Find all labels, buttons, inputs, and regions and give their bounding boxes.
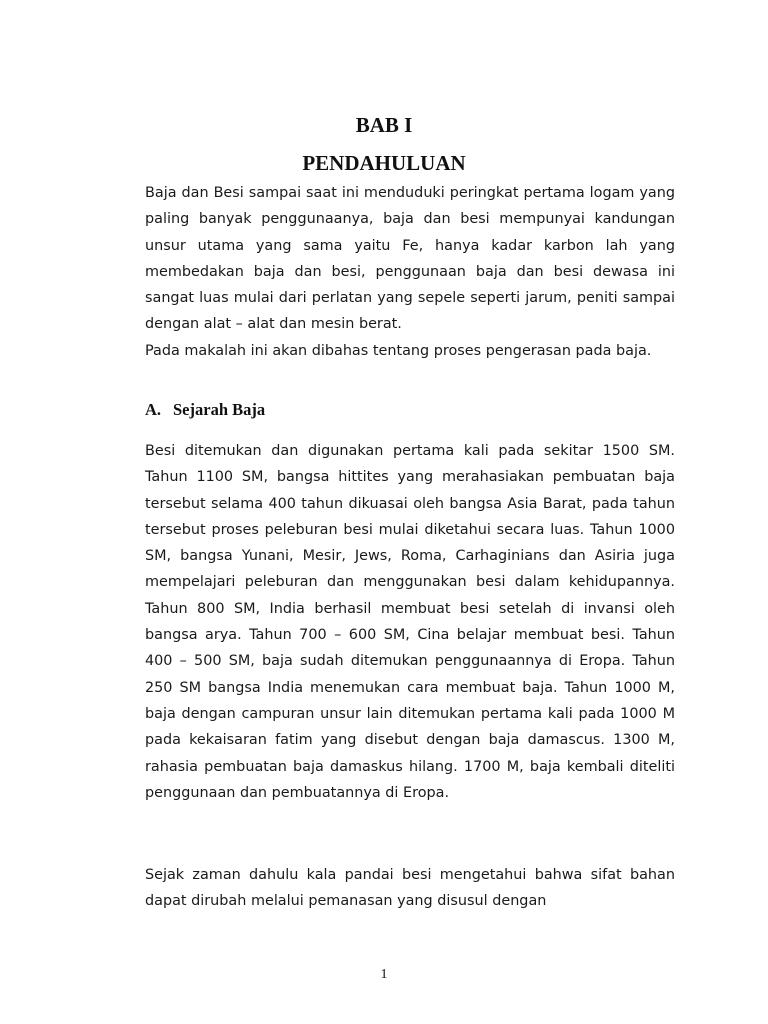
intro-block <box>145 180 675 364</box>
history-paragraph: Besi ditemukan dan digunakan pertama kali pada sekitar 1500 SM. Tahun 1100 SM, bangsa hittites yang merahasiakan pembuatan baja tersebut selama 400 tahun dikuasai oleh bangsa Asia Barat, pada tahun tersebut proses peleburan besi mulai diketahui secara luas. Tahun 1000 SM, bangsa Yunani, Mesir, Jews, Roma, Carhaginians dan Asiria juga mempelajari peleburan dan menggunakan besi dalam kehidupannya. Tahun 800 SM, India berhasil membuat besi setelah di invansi oleh bangsa arya. Tahun 700 – 600 SM, Cina belajar membuat besi. Tahun 400 – 500 SM, baja sudah ditemukan penggunaannya di Eropa. Tahun 250 SM bangsa India menemukan cara membuat baja. Tahun 1000 M, baja dengan campuran unsur lain ditemukan pertama kali pada 1000 M pada kekaisaran fatim yang disebut dengan baja damascus. 1300 M, rahasia pembuatan baja damaskus hilang. 1700 M, baja kembali diteliti penggunaan dan pembuatannya di Eropa. <box>145 443 675 801</box>
intro-paragraph-1: Baja dan Besi sampai saat ini menduduki peringkat pertama logam yang paling banyak penggunaanya, baja dan besi mempunyai kandungan unsur utama yang sama yaitu Fe, hanya kadar karbon lah yang membedakan baja dan besi, penggunaan baja dan besi dewasa ini sangat luas mulai dari perlatan yang sepele seperti jarum, peniti sampai dengan alat – alat dan mesin berat. <box>145 185 675 333</box>
page-number: 1 <box>380 967 388 982</box>
continuation-block <box>145 862 675 915</box>
intro-paragraph-2: Pada makalah ini akan dibahas tentang proses pengerasan pada baja. <box>145 342 652 359</box>
section-letter: A. <box>145 400 162 419</box>
section-heading <box>145 397 675 423</box>
chapter-number: BAB I <box>355 113 413 137</box>
continuation-paragraph: Sejak zaman dahulu kala pandai besi mengetahui bahwa sifat bahan dapat dirubah melalui pemanasan yang disusul dengan <box>145 867 675 910</box>
chapter-title: PENDAHULUAN <box>302 151 466 175</box>
history-block <box>145 438 675 806</box>
section-title: Sejarah Baja <box>173 400 266 419</box>
